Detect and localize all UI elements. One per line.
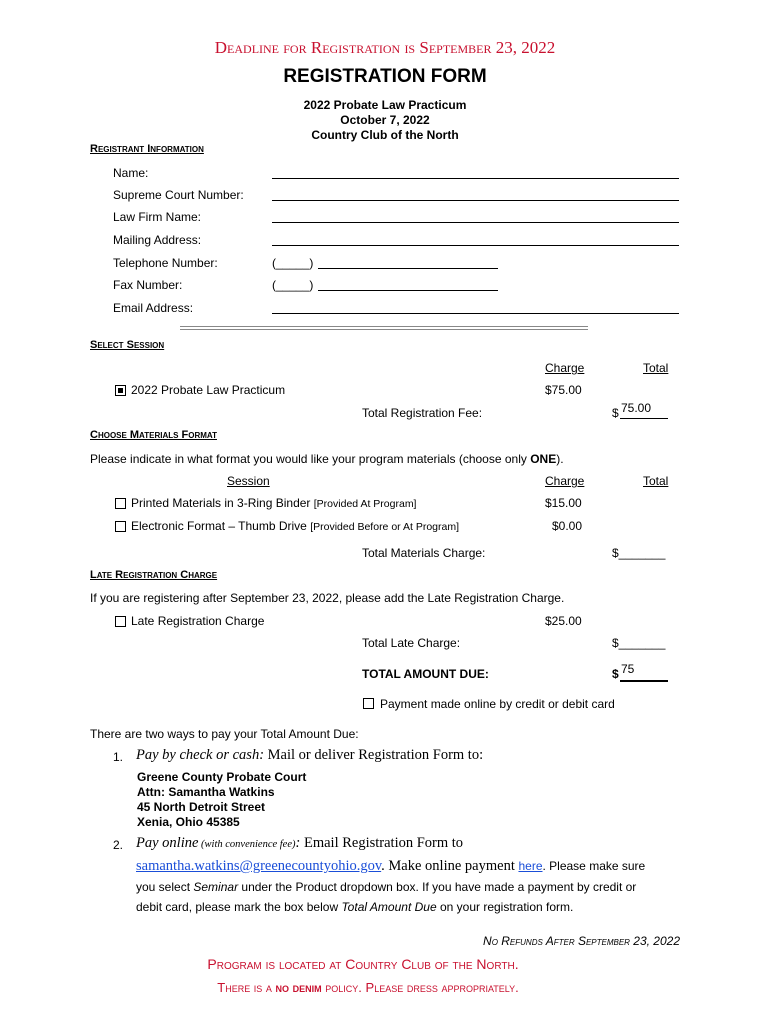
mailing-address-label: Mailing Address: [113,233,202,247]
late-total-label: Total Late Charge: [362,636,461,650]
materials-session-header: Session [227,474,270,488]
materials-total-label: Total Materials Charge: [362,546,486,560]
name-field[interactable] [272,178,679,179]
total-due-line [620,680,668,682]
printed-materials-label: Printed Materials in 3-Ring Binder [Provided At Program] [131,496,417,510]
option-2-line-2: you select Seminar under the Product dropdown box. If you have made a payment by credit or [136,880,637,894]
pay-here-link[interactable]: here [518,859,543,873]
location-notice: Program is located at Country Club of the North. [207,956,519,972]
telephone-field[interactable] [318,268,498,269]
fax-field[interactable] [318,290,498,291]
no-denim-emphasis: no denim [275,980,322,995]
telephone-area-code[interactable]: (_____) [272,256,314,270]
supreme-court-number-field[interactable] [272,200,679,201]
registrant-heading: Registrant Information [90,143,204,155]
option-2-line-3: debit card, please mark the box below Total Amount Due on your registration form. [136,900,574,914]
email-label: Email Address: [113,301,194,315]
payment-intro: There are two ways to pay your Total Amount Due: [90,727,359,741]
late-charge-label: Late Registration Charge [131,614,265,628]
address-line-4: Xenia, Ohio 45385 [137,815,240,829]
total-due-value[interactable]: 75 [621,662,635,676]
electronic-format-checkbox[interactable] [115,521,126,532]
printed-materials-charge: $15.00 [545,496,582,510]
materials-charge-header: Charge [545,474,585,488]
email-field[interactable] [272,313,679,314]
total-due-prefix: $ [612,667,619,681]
late-heading: Late Registration Charge [90,569,218,581]
electronic-format-charge: $0.00 [552,519,583,533]
session-checkbox[interactable] [115,385,126,396]
supreme-court-number-label: Supreme Court Number: [113,188,244,202]
option-1-text: Pay by check or cash: Mail or deliver Registration Form to: [136,747,484,763]
materials-total-header: Total [643,474,669,488]
registration-fee-label: Total Registration Fee: [362,406,483,420]
event-name: 2022 Probate Law Practicum [303,98,467,112]
dress-code-notice: There is a no denim policy. Please dress appropriately. [217,980,519,995]
no-refunds-notice: No Refunds After September 23, 2022 [483,934,680,948]
address-line-1: Greene County Probate Court [137,770,307,784]
event-venue: Country Club of the North [311,128,459,142]
telephone-label: Telephone Number: [113,256,218,270]
printed-materials-checkbox[interactable] [115,498,126,509]
session-heading: Select Session [90,339,165,351]
session-item-charge: $75.00 [545,383,582,397]
electronic-format-label: Electronic Format – Thumb Drive [Provided Before or At Program] [131,519,460,533]
law-firm-field[interactable] [272,222,679,223]
option-2-text: Pay online (with convenience fee): Email Registration Form to [136,835,464,851]
materials-instruction-emphasis: ONE [530,452,557,466]
address-line-2: Attn: Samantha Watkins [137,785,275,799]
law-firm-label: Law Firm Name: [113,210,202,224]
online-payment-label: Payment made online by credit or debit card [380,697,615,711]
option-1-number: 1. [113,750,124,764]
section-divider [180,326,588,330]
fax-area-code[interactable]: (_____) [272,278,314,292]
option-2-line-1: samantha.watkins@greenecountyohio.gov. Make online payment here. Please make sure [136,858,646,874]
materials-total-value[interactable]: $_______ [612,546,666,560]
option-2-number: 2. [113,838,124,852]
online-payment-checkbox[interactable] [363,698,374,709]
mailing-address-field[interactable] [272,245,679,246]
page-title: REGISTRATION FORM [283,66,487,87]
late-charge-checkbox[interactable] [115,616,126,627]
name-label: Name: [113,166,149,180]
email-link[interactable]: samantha.watkins@greenecountyohio.gov [136,858,382,874]
materials-instruction: Please indicate in what format you would like your program materials (choose only ONE). [90,452,564,466]
session-charge-header: Charge [545,361,585,375]
late-charge-amount: $25.00 [545,614,582,628]
materials-heading: Choose Materials Format [90,429,217,441]
address-line-3: 45 North Detroit Street [137,800,266,814]
late-instruction: If you are registering after September 23, 2022, please add the Late Registration Charge. [90,591,565,605]
session-item-label: 2022 Probate Law Practicum [131,383,286,397]
event-date: October 7, 2022 [340,113,430,127]
registration-fee-value[interactable]: 75.00 [621,401,652,415]
registration-fee-prefix: $ [612,406,619,420]
fax-label: Fax Number: [113,278,183,292]
registration-fee-line [620,418,668,419]
total-due-label: TOTAL AMOUNT DUE: [362,667,489,681]
late-total-value[interactable]: $_______ [612,636,666,650]
deadline-banner: Deadline for Registration is September 23, 2022 [214,38,556,57]
session-total-header: Total [643,361,669,375]
